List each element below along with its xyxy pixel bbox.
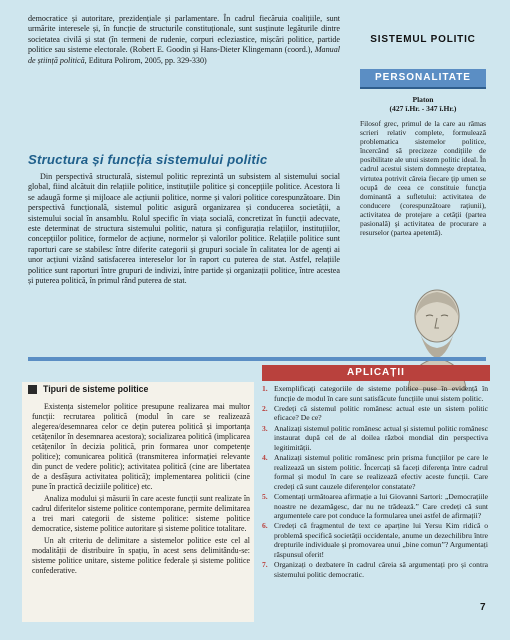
list-item: 6. Credeți că fragmentul de text ce aparține lui Yersu Kim ridică o problemă specifică societății occidentale, anume un dezechilibru între drepturile individuale și promovarea unui „bine comun”? Argumentați răspunsul oferit! [262,521,488,560]
section-divider [28,357,486,361]
top-paragraph-text: democratice și autoritare, prezidențiale și parlamentare. În cadrul fiecăruia coalițiile, sunt urmărite interesele și, în funcție de structurile constituționale, sunt susținute legăturile dintre societatea civilă și stat (în termeni de rudenie, corpuri ecleziastice, mișcări politice, partide politice sau sisteme electorale. (Robert E. Goodin și Hans-Dieter Klingemann (coord.), [28,14,340,55]
types-title: Tipuri de sisteme politice [43,384,149,394]
personality-label: PERSONALITATE [360,69,486,89]
section-intro-text: Din perspectivă structurală, sistemul politic reprezintă un subsistem al sistemului social global, fiind alcătuit din relațiile politice, instituțiile politice și concepțiile politice. Acestora li se adaugă forme și mijloace ale acțiunii politice, norme și valori politice corespunzătoare. Din perspectivă funcțională, sistemul politic asigură organizarea și conducerea societății, a sistemului social în ansamblu. Rolul specific în viața socială, concretizat în funcții adecvate, este determinat de structura sistemului politic, natura și configurația relațiilor, instituțiilor, concepțiilor politice, formelor de acțiune, normelor și valorilor politice. Relațiile politice sunt raporturi care se stabilesc între diferite categorii și grupuri sociale în calitatea lor de agenți ai unor acțiuni vizând satisfacerea intereselor lor în raport cu puterea de stat. Astfel, relațiile politice sunt raporturi între grupuri de indivizi, între partide și organizații politice, între acestea și puterea politică, în primul rând puterea de stat. [28,172,340,286]
section-intro [28,172,340,286]
applications-title: APLICAȚII [262,365,490,381]
sidebar-title: SISTEMUL POLITIC [370,34,476,45]
top-paragraph [28,14,340,66]
person-name: Platon [412,95,434,104]
personality-sidebar [360,34,486,237]
types-paragraph-3: Un alt criteriu de delimitare a sistemelor politice este cel al modalității de distribuire în spațiu, în acest sens delimitându-se: sisteme politice unitare, sisteme politice federale și sisteme politice confederative. [32,536,250,575]
types-paragraph-1: Existența sistemelor politice presupune realizarea mai multor funcții: recrutarea politică (modul în care se realizează alegerea/desemnarea celor ce dețin puterea politică și importanța cetățenilor în desemnarea acestora); socializarea politică (implicarea cetățenilor în decizia politică, prin formarea unor competențe politice); comunicarea politică (transmiterea informației relevante din punct de vedere politic); activitatea politică (cine are libertatea de a desfășura activitatea politică); implementarea politicii (cine pune în practică deciziile politice) etc. [32,402,250,491]
page-number: 7 [480,602,486,613]
list-item: 1. Exemplificați categoriile de sisteme politice puse în evidență în funcție de modul în care sunt satisfăcute funcțiile unui sistem politic. [262,384,488,403]
list-item: 3. Analizați sistemul politic românesc actual și sistemul politic românesc instaurat după cel de al doilea război mondial din perspectiva legitimității. [262,423,488,452]
citation-tail: , Editura Polirom, 2005, pp. 329-330) [84,55,207,65]
types-heading [28,384,148,394]
person-dates: (427 î.Hr. - 347 î.Hr.) [389,104,457,113]
list-item: 4. Analizați sistemul politic românesc prin prisma funcțiilor pe care le realizează un sistem politic. Încercați să faceți diferența între cadrul formal și modul în care se realizează efectiv aceste funcții. Care credeți că sunt cauzele diferențelor constatate? [262,452,488,491]
section-title: Structura și funcția sistemului politic [28,152,268,167]
types-text [32,402,250,578]
person-description: Filosof grec, primul de la care au rămas scrieri relativ complete, formulează problematica sistemelor politice, încercând să precizeze condițiile de posibilitate ale unui sistem politic ideal. În cadrul acestui sistem domneşte dreptatea, virtutea potrivit căreia fiecare ţip umen se ocupă de ceea ce constituie funcţia dominantă a sufletului: activitatea de conducere (corespunzătoare raţiunii), activitatea de protejare a cetăţii (partea pasională) şi activitatea de procurare a resurselor (partea apetentă). [360,119,486,238]
list-item: 7. Organizați o dezbatere în cadrul căreia să argumentați pro și contra sistemului politic democratic. [262,560,488,579]
square-bullet-icon [28,385,37,394]
types-paragraph-2: Analiza modului și măsurii în care aceste funcții sunt realizate în cadrul diferitelor sisteme politice contemporane, permite delimitarea a trei mari categorii de sisteme politice: sisteme politice democratice, sisteme politice autoritare și sisteme politice totalitare. [32,494,250,533]
book-title: Manual de știință politică [28,45,340,65]
applications-list [262,384,488,580]
list-item: 5. Comentați următoarea afirmație a lui Giovanni Sartori: „Democrațiile noastre ne dezamăgesc, dar nu ne trădează.” Care credeți că sunt argumentele care pot conduce la formularea unei astfel de afirmații? [262,491,488,521]
list-item: 2. Credeți că sistemul politic românesc actual este un sistem politic eficace? De ce? [262,403,488,423]
